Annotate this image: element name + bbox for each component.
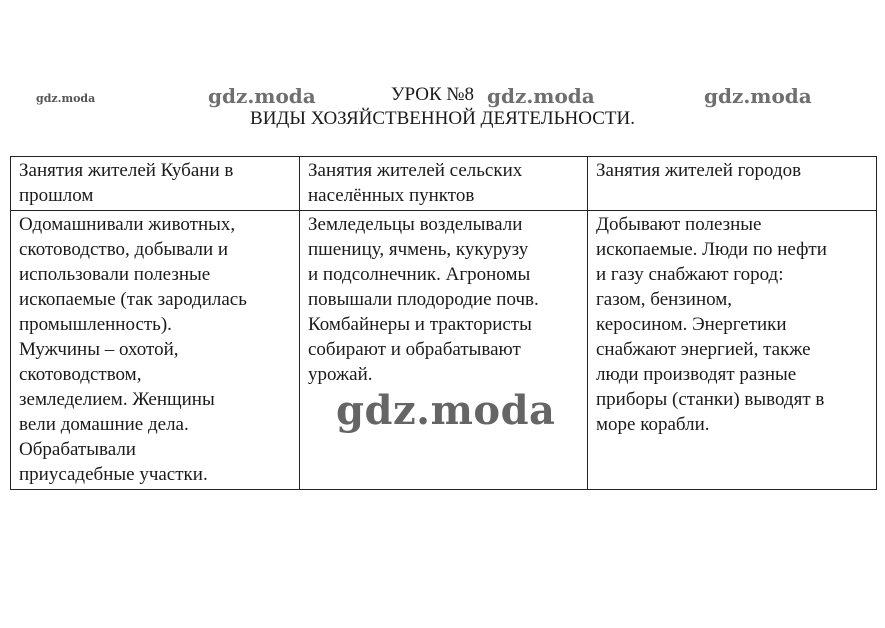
table-row: [11, 211, 877, 490]
table-header-row: [11, 157, 877, 211]
header-cities: Занятия жителей городов: [588, 157, 877, 211]
activities-table: [10, 156, 877, 490]
cell-kuban-past: Одомашнивали животных, скотоводство, добывали и использовали полезные ископаемые (так зародилась промышленность). Мужчины – охотой, скотоводством, земледелием. Женщины вели домашние дела. Обрабатывали приусадебные участки.: [11, 211, 300, 490]
watermark-small: gdz.moda: [36, 92, 96, 105]
watermark-center: gdz.moda: [336, 387, 556, 434]
cell-rural: Земледельцы возделывали пшеницу, ячмень, кукурузу и подсолнечник. Агрономы повышали плодородие почв. Комбайнеры и трактористы собирают и обрабатывают урожай.: [300, 211, 588, 490]
page-title: ВИДЫ ХОЗЯЙСТВЕННОЙ ДЕЯТЕЛЬНОСТИ.: [250, 108, 635, 129]
cell-cities: Добывают полезные ископаемые. Люди по нефти и газу снабжают город: газом, бензином, керосином. Энергетики снабжают энергией, также люди производят разные приборы (станки) выводят в море корабли.: [588, 211, 877, 490]
lesson-label: УРОК №8: [391, 84, 475, 105]
watermark-middle: gdz.moda: [487, 84, 595, 108]
header-rural: Занятия жителей сельских населённых пунктов: [300, 157, 588, 211]
watermark-left: gdz.moda: [208, 84, 316, 108]
header-kuban-past: Занятия жителей Кубани в прошлом: [11, 157, 300, 211]
watermark-right: gdz.moda: [704, 84, 812, 108]
